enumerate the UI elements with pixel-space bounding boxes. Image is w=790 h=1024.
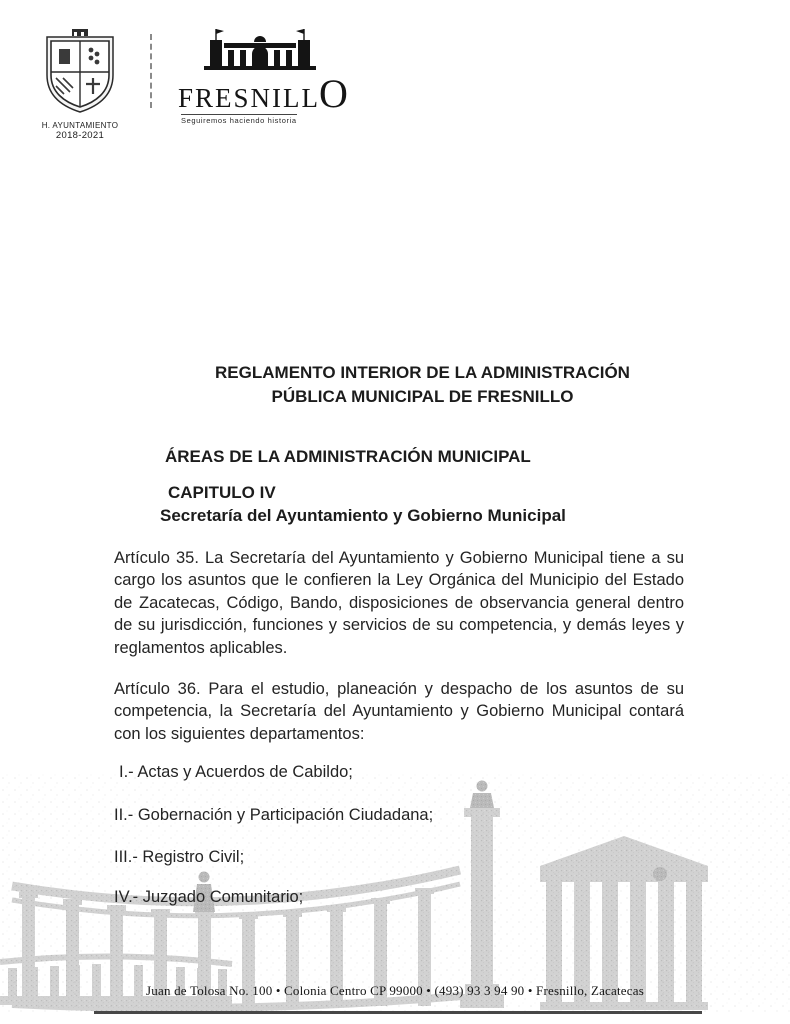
crest-caption [38, 121, 122, 141]
footer-address: Juan de Tolosa No. 100 • Colonia Centro CP 99000 • (493) 93 3 94 90 • Fresnillo, Zacatecas [146, 983, 644, 998]
wordmark-main-text: FRESNILL [178, 83, 321, 113]
monument-building-icon [196, 26, 324, 72]
list-item-juzgado: IV.- Juzgado Comunitario; [114, 888, 304, 906]
crest-caption-line1: H. AYUNTAMIENTO [41, 121, 119, 130]
letterhead [38, 26, 348, 141]
paragraph-article-35: Artículo 35. La Secretaría del Ayuntamiento y Gobierno Municipal tiene a su cargo los asuntos que le confieren la Ley Orgánica del Municipio del Estado de Zacatecas, Código, Bando, disposiciones de observancia general dentro de su jurisdicción, funciones y servicios de su competencia, y demás leyes y reglamentos aplicables. [114, 549, 684, 657]
header-dashed-divider [150, 34, 152, 108]
chapter-heading: CAPITULO IV [168, 483, 276, 502]
footer-rule [94, 1011, 702, 1014]
crest-caption-line2: 2018-2021 [55, 130, 105, 141]
logo-tagline: Seguiremos haciendo historia [181, 116, 297, 125]
document-title [0, 361, 790, 409]
chapter-subtitle: Secretaría del Ayuntamiento y Gobierno Municipal [160, 506, 566, 525]
coat-of-arms-icon [41, 26, 119, 114]
list-item-gobernacion: II.- Gobernación y Participación Ciudadana; [114, 806, 434, 824]
fresnillo-wordmark [178, 70, 348, 117]
section-heading: ÁREAS DE LA ADMINISTRACIÓN MUNICIPAL [165, 447, 531, 466]
document-title-line1: REGLAMENTO INTERIOR DE LA ADMINISTRACIÓN [215, 363, 630, 382]
document-title-line2: PÚBLICA MUNICIPAL DE FRESNILLO [271, 387, 574, 406]
wordmark-large-o: O [319, 71, 348, 116]
list-item-actas: I.- Actas y Acuerdos de Cabildo; [119, 763, 353, 781]
list-item-registro-civil: III.- Registro Civil; [114, 848, 245, 866]
fresnillo-logo [178, 26, 348, 125]
municipal-crest [38, 26, 122, 141]
paragraph-article-36: Artículo 36. Para el estudio, planeación y despacho de los asuntos de su competencia, la Secretaría del Ayuntamiento y Gobierno Municipal contará con los siguientes departamentos: [114, 680, 684, 743]
